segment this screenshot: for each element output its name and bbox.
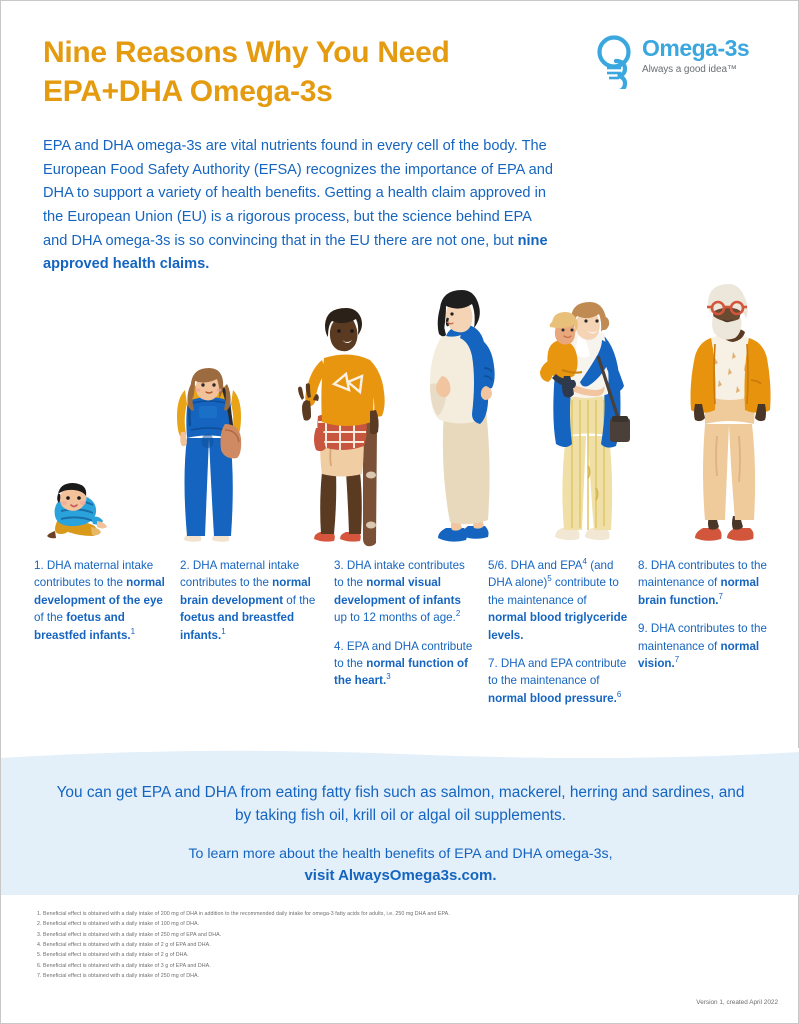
footnote-5: 5. Beneficial effect is obtained with a daily intake of 2 g of DHA. [37,952,189,959]
claim-5-6 [488,557,628,644]
claim-4-pre: EPA and DHA contribute to the [334,639,473,670]
claim-1 [34,557,172,644]
logo-tagline: Always a good idea™ [642,64,737,75]
claim-8-number: 8. [638,559,648,572]
claim-9-number: 9. [638,622,648,636]
claim-5-6-bold1: normal blood triglyceride levels. [488,611,628,642]
claim-3-mid: up to 12 months of age. [334,611,456,625]
claims-column-2 [180,557,320,655]
claim-1-mid: of the [34,611,67,625]
claim-6-footnote-ref: 5 [547,574,552,584]
logo-wordmark: Omega-3s [642,35,750,61]
claim-7-number: 7. [488,656,498,670]
illustration-strip [1,259,799,551]
claims-column-1 [34,557,172,655]
band-curve-decoration [1,748,799,770]
callout-line-1: You can get EPA and DHA from eating fatty fish such as salmon, mackerel, herring and sardines, and by taking fish oil, krill oil or algal oil supplements. [56,784,745,825]
callout-line-2-text: To learn more about the health benefits of EPA and DHA omega-3s, [188,846,613,863]
claim-4-footnote-ref: 3 [386,672,391,682]
claim-1-footnote-ref: 1 [130,626,136,636]
claim-5-6-pre3: contribute to the maintenance of [488,576,619,607]
footnote-6: 6. Beneficial effect is obtained with a daily intake of 3 g of EPA and DHA. [37,962,211,969]
claim-4-bold1: normal function of the heart. [334,656,468,688]
footnote-2: 2. Beneficial effect is obtained with a daily intake of 100 mg of DHA. [37,921,200,928]
logo-text [642,37,774,75]
figure-school-girl [161,338,253,546]
claim-2-number: 2. [180,559,190,572]
claim-3 [334,557,477,627]
claim-9-pre: DHA contributes to the maintenance of [638,622,767,653]
footnote-1: 1. Beneficial effect is obtained with a daily intake of 200 mg of DHA in addition to the recommended daily intake for omega-3 fatty acids for adults, i.e. 250 mg DHA and EPA. [37,911,450,917]
claim-7 [488,655,628,707]
footnotes-list [37,909,597,981]
claims-column-4 [488,557,628,718]
intro-text: EPA and DHA omega-3s are vital nutrients found in every cell of the body. The European Food Safety Authority (EFSA) recognizes the importance of EPA and DHA to support a variety of health benefits. Getting a health claim approved in the European Union (EU) is a rigorous process, but the science behind EPA and DHA omega-3s is so convincing that in the EU there are not one, but [43,138,553,249]
claim-8-footnote-ref: 7 [718,591,723,601]
title-line-2: EPA+DHA Omega-3s [43,75,333,108]
claim-2-bold2: foetus and breastfed infants. [180,611,295,642]
claim-9-footnote-ref: 7 [674,655,680,665]
figure-pregnant-woman [428,280,516,548]
footnote-4: 4. Beneficial effect is obtained with a daily intake of 2 g of EPA and DHA. [37,941,211,948]
version-label: Version 1, created April 2022 [696,999,778,1006]
footnote-7: 7. Beneficial effect is obtained with a daily intake of 250 mg of DHA. [37,972,200,979]
claim-3-number: 3. [334,559,344,572]
claim-4-number: 4. [334,639,344,653]
claims-columns [1,557,799,747]
claim-8-pre: DHA contributes to the maintenance of [638,559,767,590]
website-link[interactable]: visit AlwaysOmega3s.com. [304,866,497,884]
claim-1-bold1: normal development of the eye [34,576,165,607]
claim-1-pre: DHA maternal intake contributes to the [34,559,154,590]
claim-3-footnote-ref: 2 [455,609,461,619]
claim-2-footnote-ref: 1 [221,626,226,636]
claim-8 [638,557,783,609]
claim-5-6-number: 5/6. [488,559,508,572]
header [1,1,799,121]
claim-2-pre: DHA maternal intake contributes to the [180,559,300,590]
claim-2 [180,557,320,644]
lightbulb-with-3-icon [594,35,640,89]
omega3s-logo [594,33,774,91]
callout-line-2 [51,844,750,886]
callout-text [51,781,750,887]
intro-emphasis: nine approved health claims. [43,232,548,273]
claim-5-6-pre: DHA and EPA [507,559,583,572]
claim-2-bold1: normal brain development [180,576,311,607]
intro-paragraph [43,135,558,277]
figure-mother-with-toddler [536,276,634,548]
claim-4 [334,638,477,690]
claim-3-bold1: normal visual development of infants [334,576,461,607]
title-line-1: Nine Reasons Why You Need [43,36,450,69]
callout-band [1,749,799,895]
claim-9 [638,620,783,672]
claim-8-bold1: normal brain function. [638,576,760,607]
claim-7-pre: DHA and EPA contribute to the maintenance of [488,656,627,688]
figure-elderly-man [677,276,777,548]
claim-1-bold2: foetus and breastfed infants. [34,611,131,642]
claim-7-bold1: normal blood pressure. [488,691,617,705]
claim-7-footnote-ref: 6 [616,689,622,699]
figure-teen-skateboarder [294,300,404,548]
claims-column-3 [334,557,477,701]
figure-crawling-baby [39,459,117,543]
page-title [43,33,563,111]
claim-2-mid: of the [283,593,316,607]
claim-5-6-pre2: (and DHA alone) [488,559,614,590]
claim-3-pre: DHA intake contributes to the [334,559,465,590]
claim-1-number: 1. [34,559,44,572]
footnote-3: 3. Beneficial effect is obtained with a daily intake of 250 mg of EPA and DHA. [37,931,222,938]
claims-column-5 [638,557,783,683]
claim-5-footnote-ref: 4 [582,557,587,567]
claim-9-bold1: normal vision. [638,639,760,670]
